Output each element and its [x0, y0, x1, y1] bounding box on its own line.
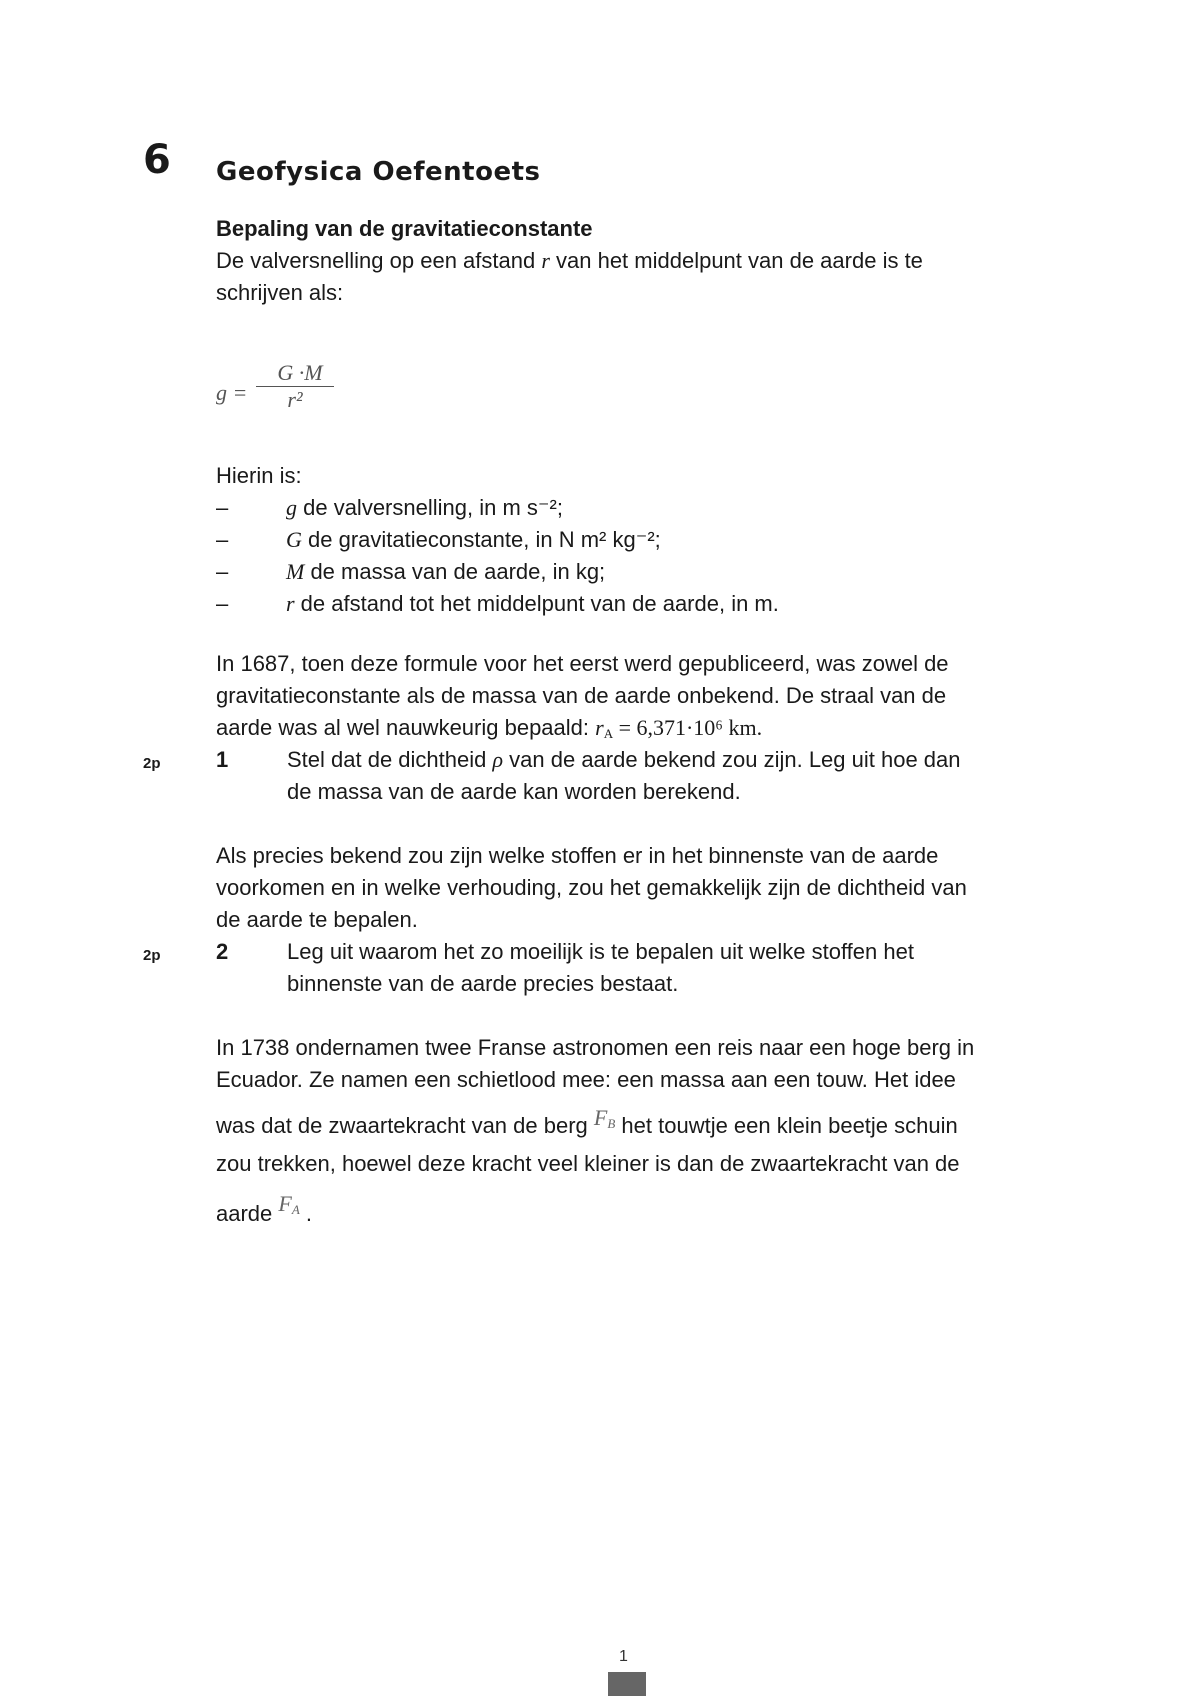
definition-text: de massa van de aarde, in kg; — [304, 559, 606, 584]
symbol-subscript: B — [607, 1116, 616, 1131]
symbol-G: G — [286, 527, 302, 552]
question-text-part: van de aarde bekend zou zijn. Leg uit hoe dan — [503, 747, 961, 772]
paragraph-2 — [216, 840, 1066, 936]
variable-r: r — [541, 248, 550, 273]
paragraph-text: was dat de zwaartekracht van de berg — [216, 1113, 594, 1138]
intro-line-1 — [216, 245, 1066, 277]
symbol-FB — [594, 1105, 615, 1130]
question-line — [287, 744, 1067, 776]
paragraph-line: zou trekken, hoewel deze kracht veel kleiner is dan de zwaartekracht van de — [216, 1151, 960, 1176]
definitions-block — [216, 460, 1066, 620]
list-dash: – — [216, 591, 229, 616]
definitions-list — [216, 492, 1066, 620]
force-letter: F — [593, 1105, 608, 1130]
definitions-intro: Hierin is: — [216, 463, 302, 488]
page-number: 1 — [619, 1648, 628, 1665]
definition-item — [216, 524, 1066, 556]
symbol-rA: r — [595, 715, 604, 740]
paragraph-line: voorkomen en in welke verhouding, zou het gemakkelijk zijn de dichtheid van — [216, 875, 967, 900]
definition-item — [216, 492, 1066, 524]
chapter-title: Geofysica Oefentoets — [216, 157, 541, 187]
list-dash: – — [216, 495, 229, 520]
question-points: 2p — [143, 947, 161, 964]
force-letter: F — [278, 1191, 292, 1216]
question-text — [287, 744, 1067, 808]
symbol-r: r — [286, 591, 295, 616]
symbol-M: M — [286, 559, 305, 584]
paragraph-1 — [216, 648, 1066, 750]
symbol-subscript: A — [603, 726, 614, 741]
paragraph-line: gravitatieconstante als de massa van de aarde onbekend. De straal van de — [216, 683, 947, 708]
formula-lhs: g = — [216, 380, 248, 405]
formula-denominator: r² — [287, 387, 303, 412]
formula-fraction — [256, 360, 334, 413]
intro-text: van het middelpunt van de aarde is te — [549, 248, 923, 273]
definition-text: de gravitatieconstante, in N m² kg⁻²; — [301, 527, 661, 552]
intro-block — [216, 213, 1066, 309]
question-line: de massa van de aarde kan worden berekend. — [287, 779, 741, 804]
symbol-g: g — [286, 495, 297, 520]
paragraph-line: Ecuador. Ze namen een schietlood mee: een massa aan een touw. Het idee — [216, 1067, 956, 1092]
question-line: binnenste van de aarde precies bestaat. — [287, 971, 679, 996]
question-number: 1 — [216, 747, 229, 772]
paragraph-text: het touwtje een klein beetje schuin — [615, 1113, 958, 1138]
formula-numerator: G ·M — [277, 360, 323, 385]
question-number: 2 — [216, 939, 229, 964]
paragraph-line: In 1738 ondernamen twee Franse astronomen een reis naar een hoge berg in — [216, 1035, 975, 1060]
paragraph-line — [216, 1191, 1066, 1236]
intro-line-2: schrijven als: — [216, 280, 344, 305]
symbol-rho: ρ — [492, 747, 504, 772]
paragraph-text: . — [299, 1201, 313, 1226]
chapter-number: 6 — [143, 137, 171, 183]
paragraph-text: aarde was al wel nauwkeurig bepaald: — [216, 715, 596, 740]
symbol-subscript: A — [291, 1202, 300, 1217]
paragraph-text: aarde — [216, 1201, 279, 1226]
paragraph-line: In 1687, toen deze formule voor het eerst werd gepubliceerd, was zowel de — [216, 651, 949, 676]
question-line: Leg uit waarom het zo moeilijk is te bepalen uit welke stoffen het — [287, 939, 914, 964]
intro-text: De valversnelling op een afstand — [216, 248, 542, 273]
paragraph-line: Als precies bekend zou zijn welke stoffen er in het binnenste van de aarde — [216, 843, 939, 868]
definition-text: de afstand tot het middelpunt van de aarde, in m. — [294, 591, 779, 616]
earth-radius-value: = 6,371·10⁶ km. — [613, 715, 763, 740]
list-dash: – — [216, 559, 229, 584]
page-tab-marker — [608, 1672, 646, 1696]
question-text — [287, 936, 1067, 1000]
definition-item — [216, 556, 1066, 588]
list-dash: – — [216, 527, 229, 552]
question-points: 2p — [143, 755, 161, 772]
paragraph-3 — [216, 1032, 1066, 1236]
paragraph-line: de aarde te bepalen. — [216, 907, 418, 932]
definition-text: de valversnelling, in m s⁻²; — [297, 495, 563, 520]
question-text-part: Stel dat de dichtheid — [287, 747, 493, 772]
definition-item — [216, 588, 1066, 620]
symbol-FA — [278, 1191, 299, 1216]
paragraph-line — [216, 1105, 1066, 1148]
section-heading: Bepaling van de gravitatieconstante — [216, 216, 593, 241]
